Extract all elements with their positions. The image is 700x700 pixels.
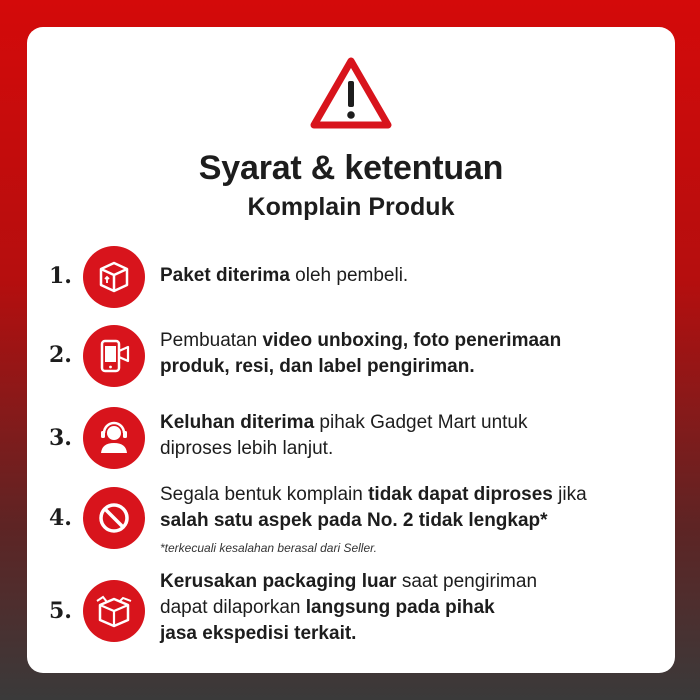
damaged-box-icon (83, 580, 145, 642)
item-number: 5. (49, 598, 72, 624)
phone-video-icon (83, 325, 145, 387)
item-number: 1. (49, 263, 72, 289)
item-text: Keluhan diterima pihak Gadget Mart untuk diproses lebih lanjut. (160, 412, 528, 459)
customer-service-icon (83, 407, 145, 469)
item-number: 4. (49, 505, 72, 531)
terms-card (27, 27, 675, 673)
item-text: Kerusakan packaging luar saat pengiriman dapat dilaporkan langsung pada pihak jasa ekspedisi terkait. (160, 571, 538, 644)
warning-icon (308, 55, 394, 131)
prohibited-icon (83, 487, 145, 549)
item-text: Paket diterima oleh pembeli. (160, 265, 409, 286)
item-text: Pembuatan video unboxing, foto penerimaan produk, resi, dan label pengiriman. (160, 330, 562, 377)
package-icon (83, 246, 145, 308)
item-number: 3. (49, 425, 72, 451)
footnote: *terkecuali kesalahan berasal dari Seller. (160, 541, 378, 555)
page-subtitle: Komplain Produk (247, 193, 455, 221)
item-text: Segala bentuk komplain tidak dapat diproses jika salah satu aspek pada No. 2 tidak lengkap* *terkecuali kesalahan berasal dari Seller. (160, 484, 587, 555)
page-title: Syarat & ketentuan (198, 149, 504, 187)
item-number: 2. (49, 342, 72, 368)
